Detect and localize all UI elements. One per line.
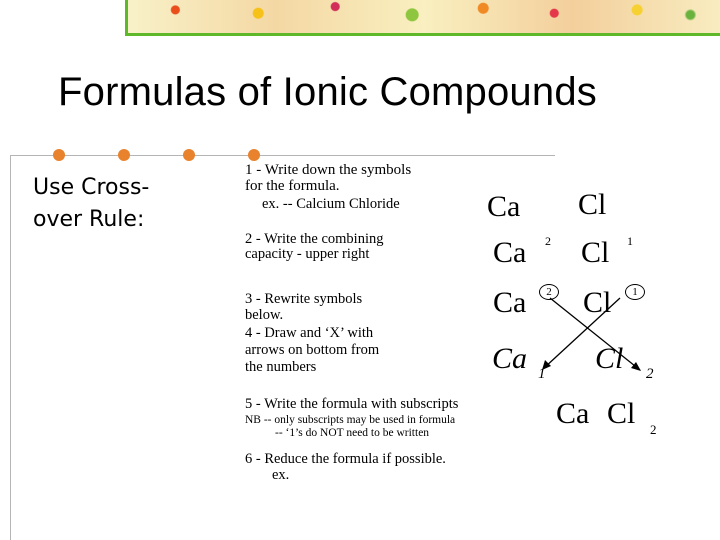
step-3-line-1: 3 - Rewrite symbols — [245, 291, 363, 307]
step-6-line-1: 6 - Reduce the formula if possible. — [245, 451, 446, 467]
circled-capacity: 1 — [625, 284, 645, 300]
step-1-line-2: for the formula. — [245, 178, 340, 194]
formula-subscript: 2 — [650, 422, 657, 437]
step-4-line-3: the numbers — [245, 359, 317, 375]
left-rule — [10, 155, 11, 540]
symbol-cl: Cl — [578, 188, 607, 221]
symbol-ca: Ca — [487, 190, 521, 223]
step-1-example: ex. -- Calcium Chloride — [262, 196, 400, 212]
bullet-dot-icon — [53, 149, 65, 161]
side-text — [33, 172, 193, 236]
divider-line — [10, 155, 555, 156]
symbol-cl: Cl — [595, 342, 624, 375]
formula-cl: Cl — [607, 397, 636, 430]
bullet-dot-icon — [248, 149, 260, 161]
symbol-ca: Ca — [493, 286, 527, 319]
step-1-line-1: 1 - Write down the symbols — [245, 162, 412, 178]
slide-title: Formulas of Ionic Compounds — [58, 70, 597, 114]
symbol-cl: Cl — [581, 236, 610, 269]
step-6-example: ex. — [272, 467, 290, 483]
decorative-banner — [125, 0, 720, 36]
side-text-line: Use Cross- — [33, 175, 150, 200]
subscript: 1 — [538, 366, 546, 382]
step-5-note-1: NB -- only subscripts may be used in formula — [245, 414, 456, 426]
subscript: 2 — [646, 366, 654, 382]
step-5-note-2: -- ‘1’s do NOT need to be written — [275, 427, 430, 439]
cross-arrows-icon — [520, 288, 650, 378]
step-4-line-1: 4 - Draw and ‘X’ with — [245, 325, 374, 341]
bullet-dot-icon — [183, 149, 195, 161]
symbol-cl: Cl — [583, 286, 612, 319]
combining-capacity: 2 — [545, 234, 551, 248]
symbol-ca: Ca — [492, 342, 528, 375]
side-text-line: over Rule: — [33, 207, 145, 232]
formula-ca: Ca — [556, 397, 590, 430]
symbol-ca: Ca — [493, 236, 527, 269]
step-3-line-2: below. — [245, 307, 284, 323]
step-5-line-1: 5 - Write the formula with subscripts — [245, 396, 459, 412]
bullet-dot-icon — [118, 149, 130, 161]
circled-capacity: 2 — [539, 284, 559, 300]
combining-capacity: 1 — [627, 234, 633, 248]
step-2-line-2: capacity - upper right — [245, 246, 370, 262]
step-4-line-2: arrows on bottom from — [245, 342, 380, 358]
step-2-line-1: 2 - Write the combining — [245, 231, 384, 247]
